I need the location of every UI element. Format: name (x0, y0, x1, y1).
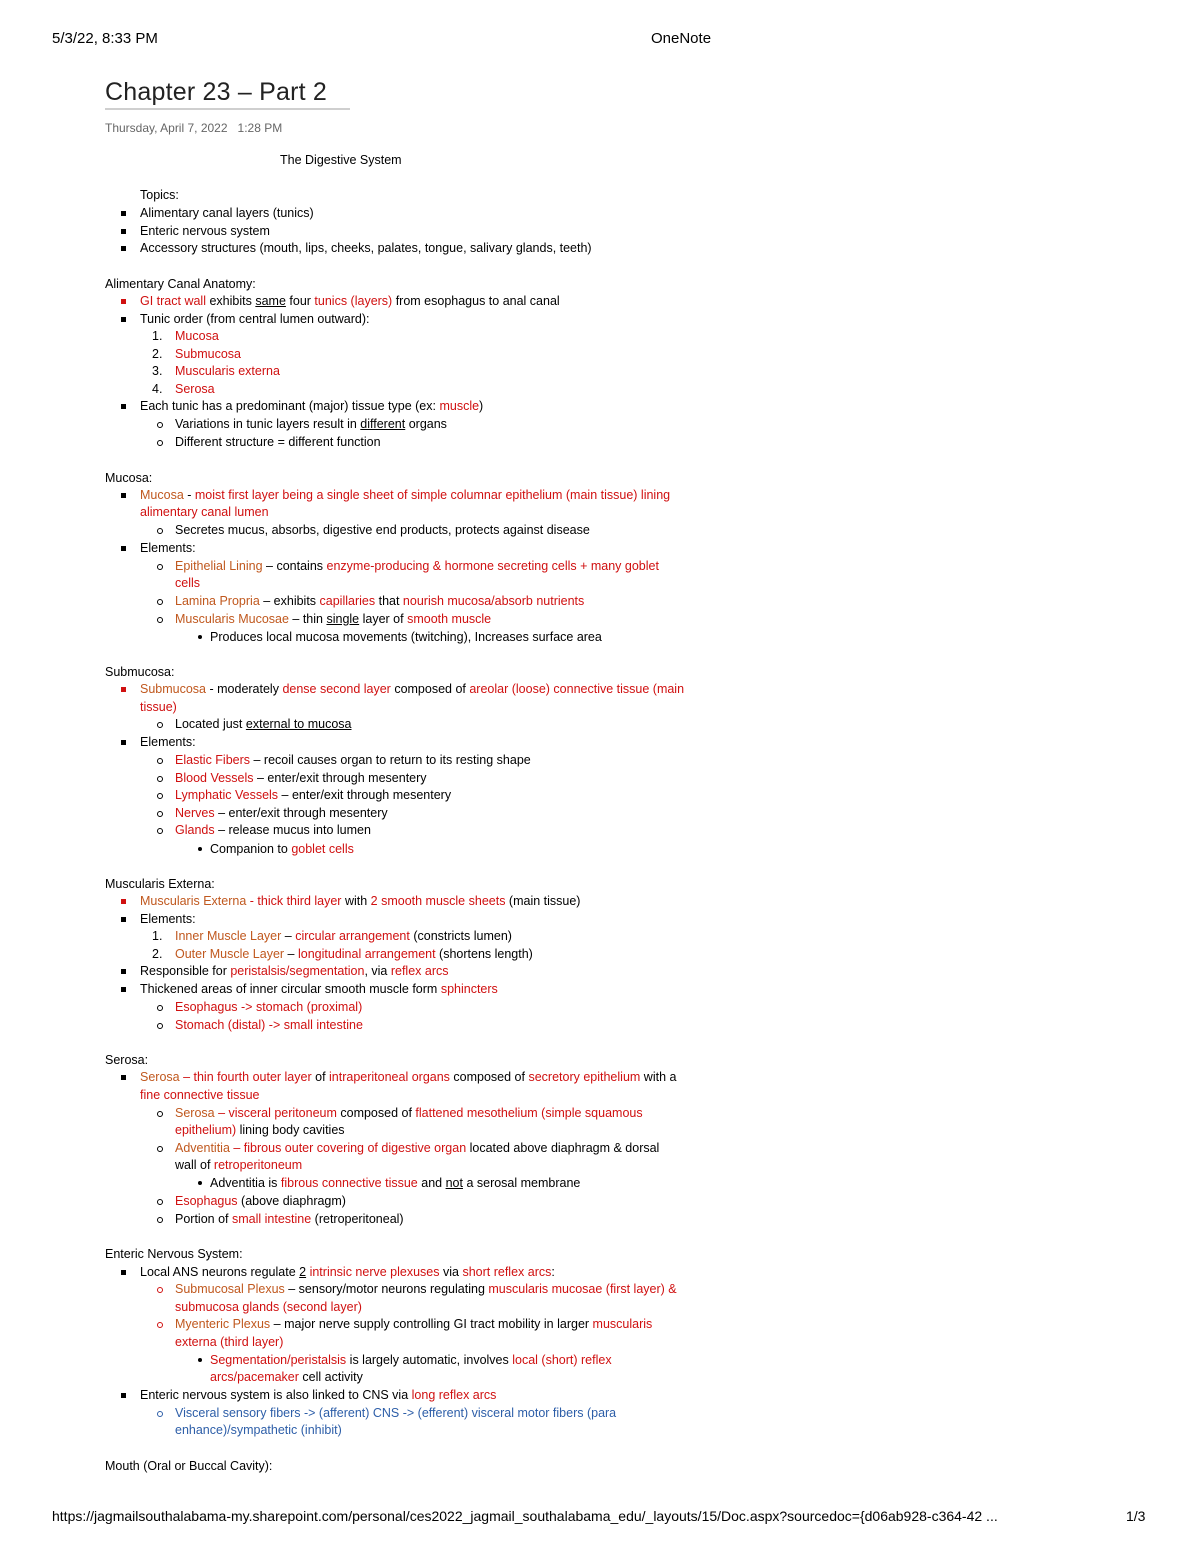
list-item-continued: submucosa glands (second layer) (175, 1300, 362, 1314)
list-item: Variations in tunic layers result in different organs (175, 417, 447, 431)
bullet-circle-icon (157, 793, 163, 799)
list-item-continued: fine connective tissue (140, 1088, 260, 1102)
bullet-circle-icon (157, 828, 163, 834)
list-item: Serosa – thin fourth outer layer of intraperitoneal organs composed of secretory epithelium with a (140, 1070, 677, 1084)
list-item: Lamina Propria – exhibits capillaries that nourish mucosa/absorb nutrients (175, 594, 585, 608)
list-item: Elastic Fibers – recoil causes organ to return to its resting shape (175, 753, 531, 767)
list-item: Muscularis Externa - thick third layer with 2 smooth muscle sheets (main tissue) (140, 894, 581, 908)
section-heading: Alimentary Canal Anatomy: (105, 277, 256, 291)
bullet-square-icon (121, 246, 126, 251)
list-item: Stomach (distal) -> small intestine (175, 1018, 363, 1032)
page-date: Thursday, April 7, 2022 (105, 121, 228, 135)
bullet-circle-icon (157, 440, 163, 446)
print-app-name: OneNote (651, 30, 712, 47)
list-item-continued: epithelium) lining body cavities (175, 1123, 345, 1137)
bullet-dot-icon (198, 1358, 202, 1362)
list-item: Lymphatic Vessels – enter/exit through mesentery (175, 788, 452, 802)
list-item: Mucosa (175, 329, 219, 343)
list-item: Serosa – visceral peritoneum composed of flattened mesothelium (simple squamous (175, 1106, 643, 1120)
list-item: Elements: (140, 541, 196, 555)
list-item: Submucosa - moderately dense second layer composed of areolar (loose) connective tissue (main (140, 682, 685, 696)
list-item: Muscularis Mucosae – thin single layer of smooth muscle (175, 612, 492, 626)
list-item: Portion of small intestine (retroperitoneal) (175, 1212, 404, 1226)
bullet-circle-icon (157, 1287, 163, 1293)
bullet-square-icon (121, 917, 126, 922)
bullet-circle-icon (157, 776, 163, 782)
list-item: Nerves – enter/exit through mesentery (175, 806, 388, 820)
list-item-continued: externa (third layer) (175, 1335, 284, 1349)
list-item: Blood Vessels – enter/exit through mesentery (175, 771, 427, 785)
list-item: Epithelial Lining – contains enzyme-producing & hormone secreting cells + many goblet (175, 559, 659, 573)
list-item: Responsible for peristalsis/segmentation, via reflex arcs (140, 964, 449, 978)
bullet-circle-icon (157, 1217, 163, 1223)
bullet-circle-icon (157, 1111, 163, 1117)
section-heading: Submucosa: (105, 665, 175, 679)
list-item-continued: cells (175, 576, 201, 590)
bullet-square-icon (121, 899, 126, 904)
list-item: Secretes mucus, absorbs, digestive end products, protects against disease (175, 523, 590, 537)
title-underline (105, 108, 350, 110)
bullet-square-icon (121, 317, 126, 322)
section-heading: Mucosa: (105, 471, 153, 485)
list-item: Submucosa (175, 347, 242, 361)
bullet-square-icon (121, 740, 126, 745)
list-item: Produces local mucosa movements (twitching), Increases surface area (210, 630, 602, 644)
bullet-circle-icon (157, 722, 163, 728)
bullet-square-icon (121, 687, 126, 692)
bullet-dot-icon (198, 847, 202, 851)
list-item: Segmentation/peristalsis is largely automatic, involves local (short) reflex (210, 1353, 612, 1367)
page-time: 1:28 PM (237, 121, 283, 135)
bullet-dot-icon (198, 1181, 202, 1185)
list-number: 1. (152, 929, 163, 943)
list-item-continued: alimentary canal lumen (140, 505, 269, 519)
list-item: Outer Muscle Layer – longitudinal arrangement (shortens length) (175, 947, 533, 961)
list-item: Mucosa - moist first layer being a single sheet of simple columnar epithelium (main tissue) lining (140, 488, 671, 502)
subtitle: The Digestive System (280, 153, 402, 167)
print-page-number: 1/3 (1126, 1508, 1146, 1524)
list-item: Alimentary canal layers (tunics) (140, 206, 314, 220)
bullet-square-icon (121, 969, 126, 974)
list-item: Located just external to mucosa (175, 717, 352, 731)
list-item: Accessory structures (mouth, lips, cheeks, palates, tongue, salivary glands, teeth) (140, 241, 592, 255)
bullet-square-icon (121, 546, 126, 551)
list-item: GI tract wall exhibits same four tunics (layers) from esophagus to anal canal (140, 294, 560, 308)
list-item: Elements: (140, 735, 196, 749)
list-number: 2. (152, 347, 163, 361)
list-item: Myenteric Plexus – major nerve supply controlling GI tract mobility in larger muscularis (175, 1317, 653, 1331)
section-heading: Serosa: (105, 1053, 149, 1067)
bullet-circle-icon (157, 528, 163, 534)
list-item-continued: wall of retroperitoneum (175, 1158, 303, 1172)
list-item: Elements: (140, 912, 196, 926)
print-url: https://jagmailsouthalabama-my.sharepoint.com/personal/ces2022_jagmail_southalabama_edu/_layouts/15/Doc.aspx?sourcedoc={d06ab928-c364-42 ... (52, 1508, 998, 1524)
list-item: Local ANS neurons regulate 2 intrinsic nerve plexuses via short reflex arcs: (140, 1265, 555, 1279)
list-item: Adventitia is fibrous connective tissue and not a serosal membrane (210, 1176, 581, 1190)
bullet-circle-icon (157, 1005, 163, 1011)
bullet-square-icon (121, 211, 126, 216)
list-item: Inner Muscle Layer – circular arrangement (constricts lumen) (175, 929, 512, 943)
list-item: Tunic order (from central lumen outward): (140, 312, 370, 326)
list-item: Each tunic has a predominant (major) tissue type (ex: muscle) (140, 399, 484, 413)
bullet-square-icon (121, 1075, 126, 1080)
list-item: Submucosal Plexus – sensory/motor neurons regulating muscularis mucosae (first layer) & (175, 1282, 677, 1296)
bullet-circle-icon (157, 422, 163, 428)
bullet-circle-icon (157, 1322, 163, 1328)
print-datetime: 5/3/22, 8:33 PM (52, 30, 158, 47)
bullet-circle-icon (157, 617, 163, 623)
bullet-circle-icon (157, 564, 163, 570)
list-item: Enteric nervous system is also linked to CNS via long reflex arcs (140, 1388, 497, 1402)
list-item: Companion to goblet cells (210, 842, 354, 856)
list-item: Muscularis externa (175, 364, 280, 378)
topics-label: Topics: (140, 188, 179, 202)
section-heading: Mouth (Oral or Buccal Cavity): (105, 1459, 273, 1473)
list-number: 3. (152, 364, 163, 378)
bullet-dot-icon (198, 635, 202, 639)
list-item: Enteric nervous system (140, 224, 270, 238)
bullet-circle-icon (157, 1146, 163, 1152)
bullet-circle-icon (157, 811, 163, 817)
list-number: 1. (152, 329, 163, 343)
section-heading: Enteric Nervous System: (105, 1247, 243, 1261)
page-dateline (105, 121, 292, 135)
list-item: Esophagus -> stomach (proximal) (175, 1000, 363, 1014)
list-item-continued: enhance)/sympathetic (inhibit) (175, 1423, 342, 1437)
bullet-square-icon (121, 493, 126, 498)
list-item: Esophagus (above diaphragm) (175, 1194, 346, 1208)
list-item: Thickened areas of inner circular smooth muscle form sphincters (140, 982, 498, 996)
list-item-continued: arcs/pacemaker cell activity (210, 1370, 363, 1384)
list-number: 4. (152, 382, 163, 396)
list-item-continued: tissue) (140, 700, 177, 714)
list-item: Serosa (175, 382, 215, 396)
bullet-square-icon (121, 1393, 126, 1398)
list-number: 2. (152, 947, 163, 961)
bullet-square-icon (121, 229, 126, 234)
bullet-circle-icon (157, 1023, 163, 1029)
list-item: Adventitia – fibrous outer covering of digestive organ located above diaphragm & dorsal (175, 1141, 660, 1155)
bullet-circle-icon (157, 1199, 163, 1205)
bullet-square-icon (121, 404, 126, 409)
section-heading: Muscularis Externa: (105, 877, 215, 891)
bullet-square-icon (121, 299, 126, 304)
bullet-circle-icon (157, 599, 163, 605)
list-item: Glands – release mucus into lumen (175, 823, 371, 837)
bullet-square-icon (121, 1270, 126, 1275)
list-item: Different structure = different function (175, 435, 381, 449)
bullet-square-icon (121, 987, 126, 992)
list-item: Visceral sensory fibers -> (afferent) CNS -> (efferent) visceral motor fibers (para (175, 1406, 617, 1420)
bullet-circle-icon (157, 758, 163, 764)
page-title[interactable]: Chapter 23 – Part 2 (105, 78, 327, 106)
bullet-circle-icon (157, 1411, 163, 1417)
